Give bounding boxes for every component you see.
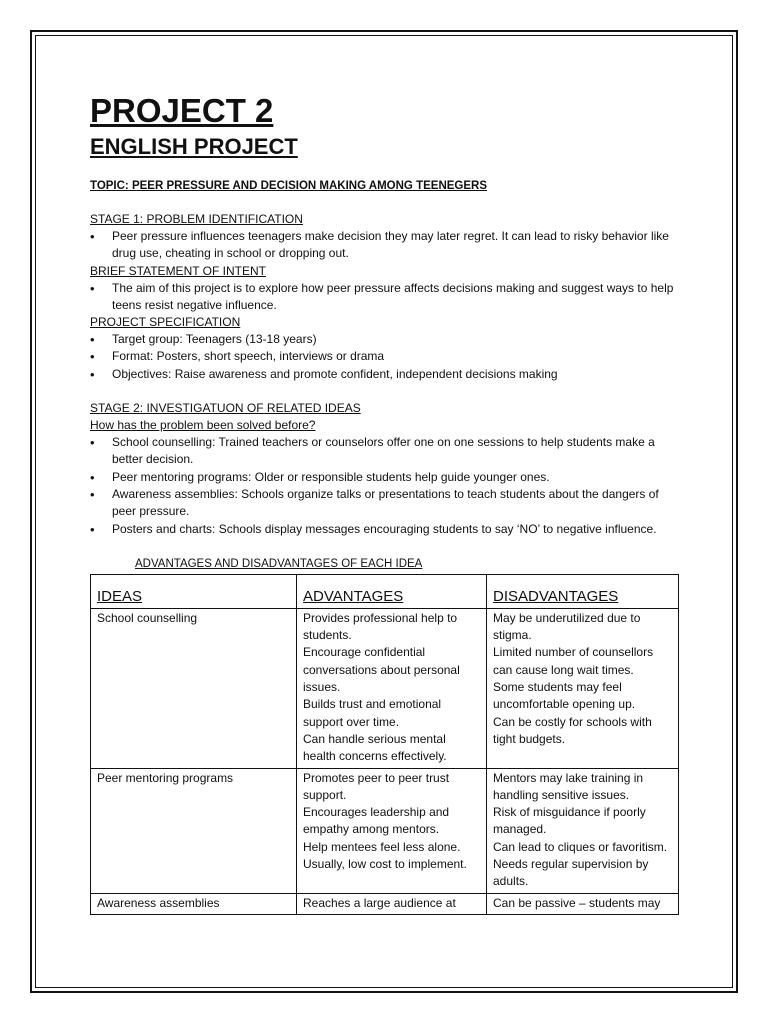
list-item: • Target group: Teenagers (13-18 years) — [90, 331, 682, 348]
cell-text: Some students may feel uncomfortable opening up. — [493, 680, 636, 712]
cell-text: May be underutilized due to stigma. — [493, 610, 641, 643]
stage1-list — [90, 228, 682, 263]
list-item: • Posters and charts: Schools display messages encouraging students to say ‘NO’ to negative influence. — [90, 521, 682, 538]
list-item: • Format: Posters, short speech, interviews or drama — [90, 348, 682, 365]
stage2-list — [90, 434, 682, 538]
cell-text: Can be passive – students may — [493, 895, 661, 910]
cell-text: Usually, low cost to implement. — [303, 857, 467, 872]
table-row — [91, 893, 679, 914]
stage2-heading: STAGE 2: INVESTIGATUON OF RELATED IDEAS — [90, 401, 361, 416]
cell-text: Encourage confidential conversations about personal issues. — [303, 645, 460, 695]
idea-cell: Awareness assemblies — [91, 893, 297, 914]
list-item: • Peer mentoring programs: Older or responsible students help guide younger ones. — [90, 469, 682, 486]
cell-text: Provides professional help to students. — [303, 610, 458, 643]
list-item: • Objectives: Raise awareness and promote confident, independent decisions making — [90, 366, 682, 383]
cell-text: Mentors may lake training in handling sensitive issues. — [493, 770, 644, 802]
stage2-subheading: How has the problem been solved before? — [90, 418, 316, 433]
disadvantages-cell — [487, 893, 679, 914]
advantages-cell — [297, 768, 487, 893]
page-title: PROJECT 2 — [90, 92, 274, 129]
intent-list — [90, 280, 682, 315]
cell-text: Can be costly for schools with tight budgets. — [493, 714, 652, 746]
spec-list — [90, 331, 682, 383]
topic-line: TOPIC: PEER PRESSURE AND DECISION MAKING AMONG TEENEGERS — [90, 180, 488, 192]
cell-text: Builds trust and emotional support over time. — [303, 697, 442, 729]
cell-text: Risk of misguidance if poorly managed. — [493, 805, 646, 837]
document-body — [90, 92, 682, 915]
disadvantages-cell — [487, 768, 679, 893]
header-disadvantages: DISADVANTAGES — [487, 574, 679, 608]
spec-heading: PROJECT SPECIFICATION — [90, 315, 241, 330]
list-item: • School counselling: Trained teachers or counselors offer one on one sessions to help students make a better decision. — [90, 434, 682, 469]
cell-text: Can lead to cliques or favoritism. — [493, 839, 668, 854]
table-row — [91, 768, 679, 893]
cell-text: Help mentees feel less alone. — [303, 839, 461, 854]
cell-text: Needs regular supervision by adults. — [493, 857, 649, 889]
page-subtitle: ENGLISH PROJECT — [90, 134, 298, 159]
intent-heading: BRIEF STATEMENT OF INTENT — [90, 263, 267, 278]
disadvantages-cell — [487, 608, 679, 768]
idea-cell: School counselling — [91, 608, 297, 768]
cell-text: Limited number of counsellors can cause long wait times. — [493, 645, 654, 677]
cell-text: Reaches a large audience at — [303, 895, 456, 910]
header-ideas: IDEAS — [91, 574, 297, 608]
list-item: • Awareness assemblies: Schools organize talks or presentations to teach students about the dangers of peer pressure. — [90, 486, 682, 521]
comparison-table — [90, 574, 679, 915]
advantages-cell — [297, 608, 487, 768]
table-row — [91, 608, 679, 768]
cell-text: Promotes peer to peer trust support. — [303, 770, 450, 802]
advantages-cell — [297, 893, 487, 914]
table-caption: ADVANTAGES AND DISADVANTAGES OF EACH IDEA — [135, 557, 423, 570]
idea-cell: Peer mentoring programs — [91, 768, 297, 893]
cell-text: Can handle serious mental health concerns effectively. — [303, 731, 447, 764]
cell-text: Encourages leadership and empathy among mentors. — [303, 805, 450, 837]
header-advantages: ADVANTAGES — [297, 574, 487, 608]
stage1-heading: STAGE 1: PROBLEM IDENTIFICATION — [90, 212, 303, 226]
table-header-row — [91, 574, 679, 608]
list-item: • Peer pressure influences teenagers make decision they may later regret. It can lead to risky behavior like drug use, cheating in school or dropping out. — [90, 228, 682, 263]
list-item: • The aim of this project is to explore how peer pressure affects decisions making and suggest ways to help teens resist negative influence. — [90, 280, 682, 315]
